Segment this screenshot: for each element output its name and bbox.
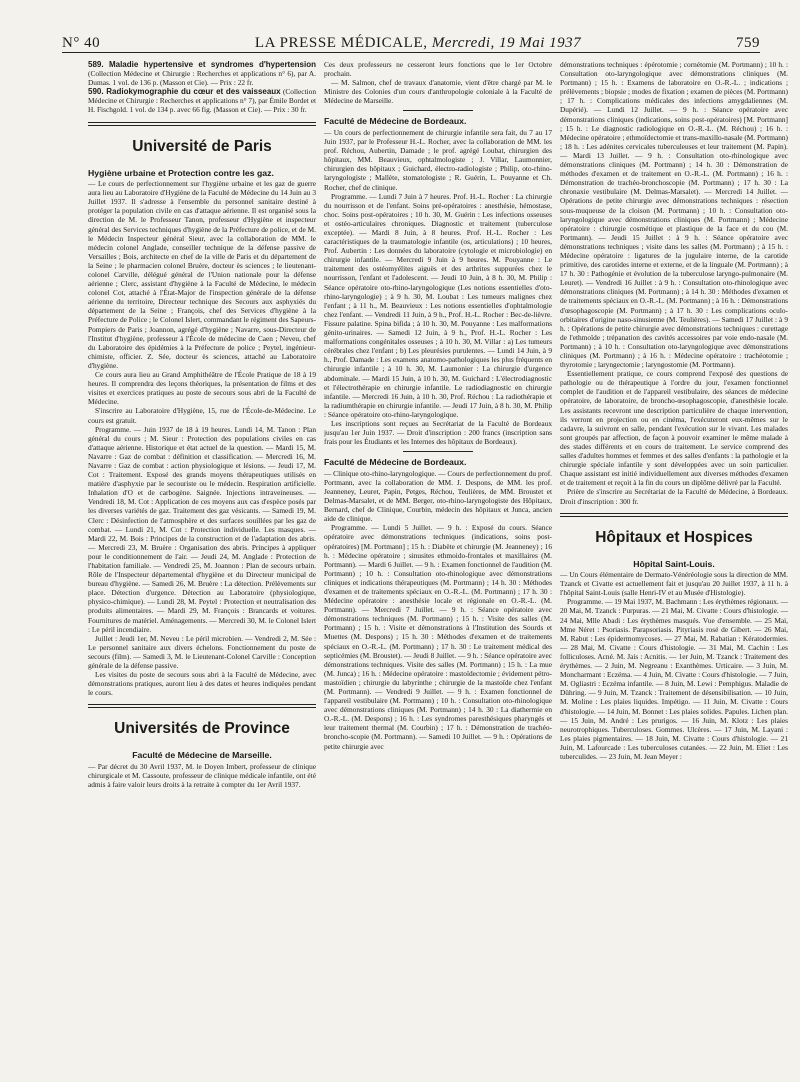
section-title: Université de Paris [132,137,272,155]
section-divider [88,122,316,126]
paragraph: Programme. — 19 Mai 1937, M. Bachmann : Les érythèmes régionaux. — 20 Mai, M. Tzanck : Purpuras. — 21 Mai, M. Civatte : Cours d'histologie. — 24 Mai, Mlle Abadi : Les érythèmes masqués. Vue d'ensemble. — 25 Mai, Mme Néret : Psoriasis. Parapsoriasis. Pityriasis rosé de Gibert. — 26 Mai, M. Rabut : Les épidermomycoses. — 27 Mai, M. Rabatian : Kératodermies. — 28 Mai, M. Civatte : Cours d'histologie. — 31 Mai, M. Cachin : Les folliculoses. Acné. M. Jais : Acnitis. — 1er Juin, M. Tzanck : Traitement des érythèmes. — 2 Juin, M. Negreanu : Exanthèmes. Urticaire. — 3 Juin, M. Moncharmant : Eczéma. — 4 Juin, M. Civatte : Cours d'histologie. — 7 Juin, M. Ogliastri : Eczéma infantile. — 8 Juin, M. Lewi : Pemphigus. Maladie de Dühring. — 9 Juin, M. Tzanck : Traitement de désensibilisation. — 10 Juin, M. Moline : Les plaies liquides. Impétigo. — 11 Juin, M. Civatte : Cours d'histologie. — 14 Juin, M. Bonnet : Les plaies solides. Papules. Lichen plan. — 15 Juin, M. André : Les prurigos. — 16 Juin, M. Klotz : Les plaies neurotrophiques. Tuberculoses. Gommes. Ulcères. — 17 Juin, M. Layani : Les plaies pigmentaires. — 18 Juin, M. Civatte : Cours d'histologie. — 21 Juin, M. Lafourcade : Les tuberculoses cutanées. — 22 Juin, M. Eliet : Les tuberculides. — 23 Juin, M. Jean Meyer : [560,597,788,761]
column-1 [88,60,316,1070]
divider [403,110,473,111]
book-details: (Collection Médecine et Chirurgie : Recherches et applications n° 7), par Émile Bordet et H. Fischgold. 1 vol. de 134 p. avec 66 fig. (Masson et Cie). — Prix : 30 fr. [88,87,316,115]
masthead [100,35,736,52]
paragraph: — Un cours de perfectionnement de chirurgie infantile sera fait, du 7 au 17 Juin 1937, par le Professeur H.-L. Rocher, avec la collaboration de MM. les prof. Réchou, Aubertin, Damade ; le prof. agrégé Loubat, chirurgien des hôpitaux, MM. Beauvieux, ophtalmologiste ; J. Villar, Laumonnier, chirurgien des hôpitaux ; Guichard, électro-radiologiste ; Philip, oto-rhino-laryngologiste ; Mallète, stomatologiste ; R. Guérin, L. Pouyanne et Ch. Rocher, chef de clinique. [324,127,552,192]
book-details: (Collection Médecine et Chirurgie : Recherches et applications n° 6), par A. Dumas. 1 vol. de 136 p. (Masson et Cie). — Prix : 22 fr. [88,69,316,88]
book-reference [88,87,316,114]
paragraph: Juillet : Jeudi 1er, M. Neveu : Le péril microbien. — Vendredi 2, M. Sée : Le personnel sanitaire aux divers échelons. Fonctionnement du poste de secours (film). — Samedi 3, M. le Lieutenant-Colonel Carville : Conception générale de la défense passive. [88,633,316,671]
section-title: Hôpitaux et Hospices [595,528,753,546]
paragraph: Les inscriptions sont reçues au Secrétariat de la Faculté de Bordeaux jusqu'au 1er Juin 1937. — Droit d'inscription : 200 francs (inscription sans frais pour les Étudiants et les Internes des hôpitaux de Bordeaux). [324,418,552,447]
article-heading: Hygiène urbaine et Protection contre les gaz. [88,167,274,178]
paragraph: Programme. — Juin 1937 de 18 à 19 heures. Lundi 14, M. Tanon : Plan général du cours ; M. Sieur : Protection des populations civiles en cas d'attaque aérienne. Historique et état actuel de la question. — Mardi 15, M. Navarre : Gaz de combat : définition et classification. — Mercredi 16, M. Navarre : Gaz de combat : action physiologique et lésions. — Jeudi 17, M. Cot : Traitement. Exposé des grands moyens thérapeutiques utilisés en matière d'asphyxie par le secouriste ou le médecin. Respiration artificielle. Inhalation d'O et de carbogène. Saignée. Injections intraveineuses. — Vendredi 18, M. Cot : Application de ces moyens aux cas d'espèce posés par les diverses variétés de gaz. Traitement des gaz vésicants. — Samedi 19, M. Clerc : Désinfection de l'atmosphère et des surfaces souillées par les gaz de combat. — Lundi 21, M. Cot : Protection individuelle. Les masques. — Mardi 22, M. Bois : Principes de la construction et de l'adaptation des abris. — Mercredi 23, M. Bruère : Organisation des abris. Principes à appliquer pour le conditionnement de l'air. — Jeudi 24, M. Anglade : Protection de l'habitation familiale. — Vendredi 25, M. Joannon : Plan de secours urbain. Rôle de l'Inspecteur départemental d'hygiène et du Directeur municipal de bureau d'hygiène. — Samedi 26, M. Bruère : La détection. Prélèvements sur place. Détection d'urgence. Détection au Laboratoire (physiologique, physico-chimique). — Lundi 28, M. Peytel : Protection et neutralisation des produits alimentaires. — Mardi 29, M. François : Brancards et voitures. Fournitures de matériel. Aménagements. — Mercredi 30, M. le Colonel Islert : Le péril incendiaire. [88,424,316,634]
paragraph: Programme. — Lundi 7 Juin à 7 heures. Prof. H.-L. Rocher : La chirurgie du nourrisson et de l'enfant. Soins pré-opératoires : anesthésie, hémostase, choc. Soins post-opératoires ; 10 h. 30, M. Guérin : Les infections osseuses et ostéo-articulaires chroniques. Diagnostic et traitement (tuberculose exceptée). — Mardi 8 Juin, à 8 heures. Prof. H.-L. Rocher : Les caractéristiques de la traumatologie infantile (os, articulations) ; 10 heures, Prof. Aubertin : Les données du laboratoire (cytologie et microbiologie) en chirurgie infantile. — Mercredi 9 Juin à 9 heures. M. Pouyanne : Le traitement des ostéomyélites aiguës et des arthrites suppurées chez le nourrisson, l'enfant et l'adolescent. — Jeudi 10 Juin, à 8 h. 30, M. Philip : Séance opératoire oto-rhino-laryngologique (Les notions essentielles d'oto-rhino-laryngologie) ; à 9 h. 30, M. Loubat : Les tumeurs malignes chez l'enfant ; à 11 h., M. Beauvieux : Les notions essentielles d'ophtalmologie chez l'enfant. — Vendredi 11 Juin, à 9 h., Prof. H.-L. Rocher : Bec-de-lièvre. Fissure palatine. Spina bifida ; à 10 h. 30, M. Pouyanne : Les malformations génito-urinaires. — Samedi 12 Juin, à 9 h., Prof. H.-L. Rocher : Les malformations congénitales osseuses ; à 10 h. 30, M. Villar : a) Les tumeurs cérébrales chez l'enfant ; b) Les pleurésies purulentes. — Lundi 14 Juin, à 9 h., Prof. Damade : Les examens anatomo-pathologiques les plus fréquents en chirurgie infantile ; à 10 h. 30, M. Laumonier : La chirurgie d'urgence abdominale. — Mardi 15 Juin, à 10 h. 30, M. Guichard : L'électrodiagnostic et l'électrothérapie en chirurgie infantile. Le radiodiagnostic en chirurgie infantile. — Mercredi 16 Juin, à 10 h. 30, Prof. Réchou : La radiothérapie et la radiumthérapie en chirurgie infantile. — Jeudi 17 Juin, à 8 h. 30, M. Philip : Séance opératoire oto-rhino-laryngologique. [324,191,552,419]
issue-date: Mercredi, 19 Mai 1937 [431,35,582,51]
column-3 [560,60,788,1070]
paper-name: LA PRESSE MÉDICALE, [254,35,428,51]
page-number: 759 [736,35,760,51]
paragraph: — Clinique oto-rhino-laryngologique. — Cours de perfectionnement du prof. Portmann, avec la collaboration de MM. J. Despons, de MM. les prof. Jeanneney, Leuret, Papin, Petges, Réchou, Teulières, de MM. Broustet et Delmas-Marsalet, et de MM. Berger, oto-rhino-laryngologiste des Hôpitaux, Bernard, chef de Clinique, Courbin, médecin des hôpitaux et Junca, ancien aide de clinique. [324,468,552,524]
section-divider [88,704,316,708]
paragraph: Ce cours aura lieu au Grand Amphithéâtre de l'École Pratique de 18 à 19 heures. Il comprendra des leçons théoriques, la présentation de films et des visites et exercices pratiques au poste de secours sous abri de la Faculté de Médecine. [88,370,316,407]
paragraph: — Le cours de perfectionnement sur l'hygiène urbaine et les gaz de guerre aura lieu au Laboratoire d'Hygiène de la Faculté de Médecine du 14 Juin au 3 Juillet 1937. Il s'adresse à l'ensemble du personnel sanitaire destiné à protéger la population civile en cas d'attaque aérienne. Il est organisé sous la direction de M. le Professeur Tanon, professeur d'Hygiène et inspecteur général des Services techniques d'hygiène de la Préfecture de police, et de M. le Médecin Inspecteur général Sieur, avec la collaboration de MM. le médecin colonel Anglade, conseiller technique de la défense passive de Versailles ; Bois, architecte en chef de la ville de Paris et du département de la Seine ; le pharmacien colonel Bruère, docteur ès sciences ; le lieutenant-colonel Carville, délégué général de l'Union nationale pour la défense aérienne ; Clerc, assistant d'hygiène à la Faculté de Médecine, le médecin colonel Cot, attaché à l'État-Major de l'inspection générale de la défense aérienne du territoire, Directeur technique des Secours aux asphyxiés du département de la Seine ; François, chef des Services d'hygiène à la Préfecture de Police ; le Colonel Islert, commandant le régiment des Sapeurs-Pompiers de Paris ; Joannon, agrégé d'hygiène ; Navarre, sous-Directeur de l'Institut d'hygiène, professeur à l'École de médecine de Caen ; Neveu, chef du Laboratoire des épidémies à la Préfecture de police ; Peytel, ingénieur-chimiste, officier. Z. Sée, docteur ès sciences, attaché au Laboratoire d'hygiène. [88,179,316,370]
article-heading: Faculté de Médecine de Marseille. [132,750,272,761]
section-divider [560,513,788,517]
article-heading: Hôpital Saint-Louis. [633,558,715,569]
paragraph: — Un Cours élémentaire de Dermato-Vénéréologie sous la direction de MM. Tzanck et Civatte est actuellement fait et jusqu'au 20 Juillet 1937, à 11 h. à l'hôpital Saint-Louis (salle Henri-IV et au Musée d'Histologie). [560,570,788,598]
book-reference [88,60,316,87]
book-title: 590. Radiokymographie du cœur et des vaisseaux [88,87,281,97]
article-heading: Faculté de Médecine de Bordeaux. [324,457,467,468]
paragraph: démonstrations techniques : épérotomie ; cornétomie (M. Portmann) ; 10 h. : Consultation oto-laryngologique avec démonstrations cliniques (M. Portmann) ; 15 h. : Examens de laboratoire en O.-R.-L. ; indications ; prélèvements ; biopsie ; modes de fixation ; examen de pièces (M. Portmann) ; 17 h. : Complications médicales des infections amygdaliennes (M. Dupérié). — Lundi 12 Juillet. — 9 h. : Séance opératoire avec démonstrations cliniques (indications, soins post-opératoires) [M. Portmann] ; 15 h. : Le diagnostic radiologique en O.-R.-L. (M. Réchou) ; 16 h. : Médecine opératoire ; ethmoïdectomie et trans-maxillo-nasale (M. Portmann) ; 18 h. : Les adénites cervicales tuberculeuses et leur traitement (M. Papin). — Mardi 13 Juillet. — 9 h. : Consultation oto-rhinologique avec démonstrations cliniques (M. Portmann) ; 14 h. 30 : Démonstration de méthodes d'examen et de traitement en O.-R.-L. (M. Portmann) ; 16 h. : Démonstration de trachéo-bronchoscopie (M. Portmann) ; 17 h. 30 : La chronaxie vestibulaire (M. Delmas-Marsalet). — Mercredi 14 Juillet. — Opérations de petite chirurgie avec démonstrations techniques : résection sous-muqueuse de la cloison (M. Portmann) ; 10 h. : Consultation oto-laryngologique avec démonstrations cliniques (M. Portmann) ; Médecine opératoire : chirurgie cosmétique et plastique de la face et du cou (M. Portmann). — Jeudi 15 Juillet : à 9 h. : Séance opératoire avec démonstrations techniques ; visite dans les salles (M. Portmann) ; à 15 h. : Médecine opératoire : ligatures de la jugulaire interne, de la carotide primitive, des carotides interne et externe, et de la linguale (M. Portmann) ; à 17 h. 30 : Pathogénie et évolution de la tuberculose laryngo-pulmonaire (M. Leuret). — Vendredi 16 Juillet : à 9 h. : Consultation oto-rhinologique avec démonstrations cliniques (M. Portmann) ; à 14 h. 30 : Méthodes d'examen et de traitements spéciaux en O.-R.-L. (M. Portmann) ; à 16 h. : Démonstrations d'œsophagoscopie (M. Portmann) ; à 17 h. 30 : Les complications oculo-orbitaires d'origine naso-sinusienne (M. Teulières). — Samedi 17 Juillet : à 9 h. : Opérations de petite chirurgie avec démonstrations techniques : curettage de l'ethmoïde ; trépanation des cavités accessoires par voie endo-nasale (M. Portmann) ; à 10 h. : Consultation oto-laryngologique avec démonstrations cliniques (M. Portmann) ; à 16 h. : Médecine opératoire : trachéotomie ; thyrotomie ; laryngectomie ; laryngostomie (M. Portmann). [560,60,788,370]
column-2 [324,60,552,1070]
page-header [62,30,760,53]
paragraph: Programme. — Lundi 5 Juillet. — 9 h. : Exposé du cours. Séance opératoire avec démonstrations techniques (indications, soins post-opératoires) [M. Portmann] ; 15 h. : Diabète et chirurgie (M. Jeanneney) ; 16 h. : Médecine opératoire ; sinusites ethmoido-frontales et maxillaires (M. Portmann). — Mardi 6 Juillet. — 9 h. : Examen fonctionnel de l'audition (M. Portmann) ; 10 h. : Consultation oto-rhinologique avec démonstrations cliniques et indications thérapeutiques (M. Portmann) ; 14 h. 30 : Méthodes d'examen et de traitements spéciaux en O.-R.-L. (M. Portmann) ; 17 h. 30 : Médecine opératoire : anesthésie locale et régionale en O.-R.-L. (M. Portmann). — Mercredi 7 Juillet. — 9 h. : Séance opératoire avec démonstrations techniques (M. Portmann) ; 15 h. : Visite des salles (M. Portmann) ; 15 h. : Visite et démonstrations à l'Institution des Sourds et Muettes (M. Despons) ; 15 h. 30 : Méthodes d'examen et de traitements spéciaux en O.-R.-L. (M. Portmann) ; 17 h. 30 : Le traitement médical des septicémies (M. Broustet). — Jeudi 8 Juillet. — 9 h. : Séance opératoire avec démonstrations techniques. Visite des salles (M. Portmann) ; 15 h. : La mue (M. Junca) ; 16 h. : Médecine opératoire : mastoïdectomie ; évidement pétro-mastoïdien ; chirurgie du labyrinthe ; chirurgie de la mastoïde chez l'enfant (M. Portmann). — Vendredi 9 Juillet. — 9 h. : Examen fonctionnel de l'appareil vestibulaire (M. Portmann) ; 10 h. : Consultation oto-rhinologique avec démonstrations cliniques (M. Portmann) ; 14 h. 30 : La diathermie en O.-R.-L. (M. Despons) ; 16 h. : Les syndromes paresthésiques pharyngés et leur traitement thermal (M. Courbin) ; 17 h. : Démonstration de trachéo-broncho-scopie (M. Portmann). — Samedi 10 Juillet. — 9 h. : Opérations de petite chirurgie avec [324,523,552,751]
paragraph: Ces deux professeurs ne cesseront leurs fonctions que le 1er Octobre prochain. [324,60,552,79]
paragraph: — M. Salmon, chef de travaux d'anatomie, vient d'être chargé par M. le Ministre des Colonies d'un cours d'anthropologie coloniale à la Faculté de Médecine de Marseille. [324,78,552,106]
article-heading: Faculté de Médecine de Bordeaux. [324,116,467,127]
paragraph: Essentiellement pratique, ce cours comprend l'exposé des questions de pathologie ou de thérapeutique à l'ordre du jour, l'examen fonctionnel complet de l'audition et de l'appareil vestibulaire, des séances de médecine opératoire, de laboratoire, de broncho-œsophagoscopie, d'anesthésie locale. Les assistants recevront une description particulière de chaque intervention, ils verront en projection ou en cinéma, l'exécuteront eux-mêmes sur le cadavre, la suivront en salle, pendant l'exécution sur le vivant. Les malades sont groupés par affection, de façon à pouvoir examiner le même malade à des stades différents et en cours de traitement. Le service comprend des salles d'adultes hommes et femmes et des salles d'enfants : la pathologie et la chirurgie spéciale infantile y sont développées avec un soin particulier. Chaque assistant est initié individuellement aux diverses méthodes d'examen et de traitement et reçoit à la fin du cours un diplôme délivré par la Faculté. [560,369,788,488]
paragraph: Prière de s'inscrire au Secrétariat de la Faculté de Médecine, à Bordeaux. Droit d'inscription : 300 fr. [560,487,788,506]
section-title: Universités de Province [114,720,290,738]
book-title: 589. Maladie hypertensive et syndromes d'hypertension [88,60,316,69]
columns [88,60,788,1070]
divider [403,451,473,452]
paragraph: S'inscrire au Laboratoire d'Hygiène, 15, rue de l'École-de-Médecine. Le cours est gratuit. [88,406,316,425]
issue-number: N° 40 [62,35,101,51]
paragraph: — Par décret du 30 Avril 1937, M. le Doyen Imbert, professeur de clinique chirurgicale et M. Cassoute, professeur de clinique médicale infantile, ont été admis à faire valoir leurs droits à la retraite à compter du 1er Avril 1937. [88,761,316,790]
paragraph: Les visites du poste de secours sous abri à la Faculté de Médecine, avec démonstrations pratiques, auront lieu à des dates et heures indiquées pendant le cours. [88,670,316,698]
